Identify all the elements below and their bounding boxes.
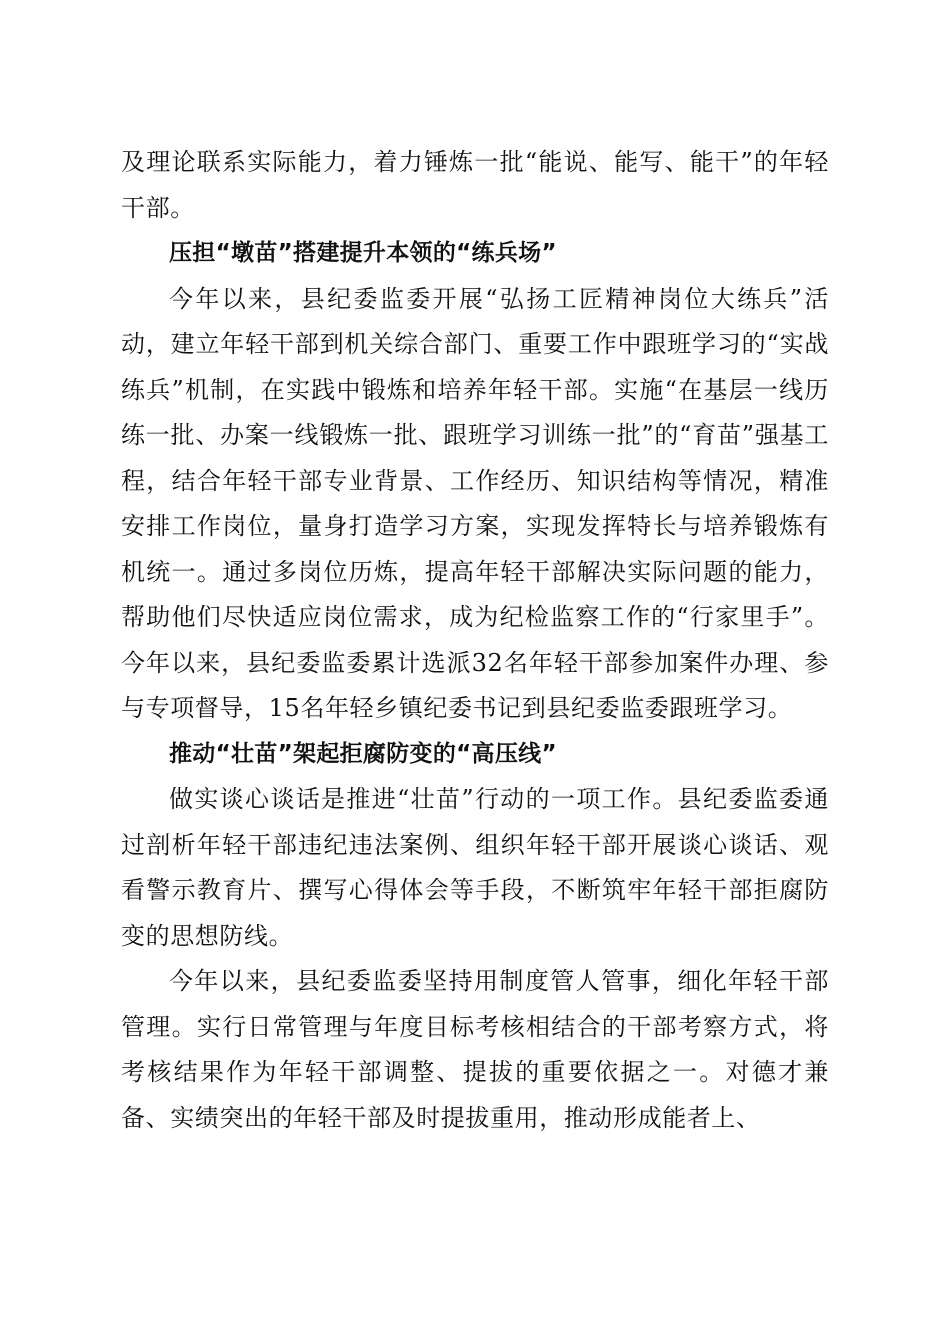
paragraph-continuation: 及理论联系实际能力，着力锤炼一批“能说、能写、能干”的年轻干部。 (121, 148, 829, 222)
paragraph-training: 今年以来，县纪委监委开展“弘扬工匠精神岗位大练兵”活动，建立年轻干部到机关综合部门、重要工作中跟班学习的“实战练兵”机制，在实践中锻炼和培养年轻干部。实施“在基层一线历练一批、办案一线锻炼一批、跟班学习训练一批”的“育苗”强基工程，结合年轻干部专业背景、工作经历、知识结构等情况，精准安排工作岗位，量身打造学习方案，实现发挥特长与培养锻炼有机统一。通过多岗位历炼，提高年轻干部解决实际问题的能力，帮助他们尽快适应岗位需求，成为纪检监察工作的“行家里手”。今年以来，县纪委监委累计选派32名年轻干部参加案件办理、参与专项督导，15名年轻乡镇纪委书记到县纪委监委跟班学习。 (121, 284, 829, 722)
section-heading-dunmiao: 压担“墩苗”搭建提升本领的“练兵场” (169, 240, 557, 266)
paragraph-management: 今年以来，县纪委监委坚持用制度管人管事，细化年轻干部管理。实行日常管理与年度目标考核相结合的干部考察方式，将考核结果作为年轻干部调整、提拔的重要依据之一。对德才兼备、实绩突出的年轻干部及时提拔重用，推动形成能者上、 (121, 967, 829, 1132)
paragraph-heart-talk: 做实谈心谈话是推进“壮苗”行动的一项工作。县纪委监委通过剖析年轻干部违纪违法案例、组织年轻干部开展谈心谈话、观看警示教育片、撰写心得体会等手段，不断筑牢年轻干部拒腐防变的思想防线。 (121, 785, 829, 950)
document-body (121, 140, 829, 1141)
section-heading-zhuangmiao: 推动“壮苗”架起拒腐防变的“高压线” (169, 740, 557, 767)
